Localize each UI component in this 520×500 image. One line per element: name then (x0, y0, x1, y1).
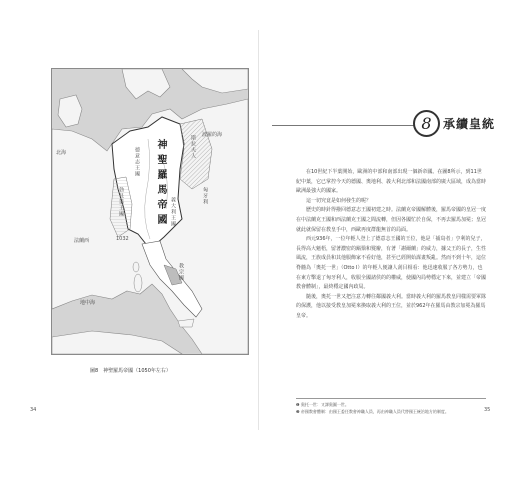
body-text (296, 168, 486, 322)
page-number-right: 35 (484, 407, 491, 413)
map-label-empire: 神聖羅馬帝國 (155, 139, 166, 229)
footnote: ❶ 奧托一世：又譯奧圖一世。 (296, 402, 349, 407)
page-number-left: 34 (30, 407, 37, 413)
paragraph: 歷史的時針得撥回德意志王國初建之時。法蘭克帝國解體後，羅馬帝國的皇冠一度在中法蘭克王國和西法蘭克王國之間流轉，但因各國忙於自保，不再去羅馬加冕；皇冠就此就保留在教皇手中，西歐再度群龍無首的局面。 (296, 207, 487, 233)
chapter-rule (272, 125, 424, 126)
map-label-year: 1032 (116, 236, 129, 242)
footnotes (296, 401, 496, 415)
map-label-baltic-sea: 波羅的海 (202, 132, 223, 138)
map-label-papal-states: 教宗國 (178, 263, 184, 281)
map-label-hungary: 匈牙利 (202, 187, 208, 205)
chapter-title: 承續皇統 (443, 117, 496, 131)
paragraph: 在10世紀下半葉開始，歐洲的中部和南部出現一個新帝國。在圖8所示，到11世紀中葉，它已掌控今天的德國、奧地利、義大利北部和法國南部的廣大區域，成為當時歐洲最強大的國家。 (296, 169, 487, 195)
chapter-number-badge (413, 110, 440, 137)
footnote-rule (296, 398, 486, 399)
map-label-kingdom-italy: 義大利王國 (170, 197, 176, 227)
paragraph: 隨後，奧托一世又把注意力轉往鄰國義大利。當時義大利的羅馬教皇同樣需要軍隊的保護，他以接受教皇加冕來換取義大利的王位，並於962年在羅馬由教宗加冕為羅馬皇帝。 (296, 293, 487, 319)
map-drawing (52, 69, 248, 354)
paragraph: 西元936年，一位年輕人登上了德意志王國的王位，他是「捕鳥者」亨利的兒子，長得高大魁梧，留著濃密的鬍鬚和髮辮，有著「謝爾蘭」的威力，據父王的長子，生性風流，王族成員和其他服飾家不看好他，甚至已經開始謀畫叛亂。然而不到十年，這位脊髓為「奧托一世」（Otto I）的年輕人便讓人刮目相看：他迅速收服了各方勢力，也在東方擊退了匈牙利人，收服全國諸侯的的權威，使國內局勢穩定下來，並建立「帝國教會體制」，最終穩定國內政局。 (296, 236, 487, 291)
map-label-north-sea: 北海 (56, 150, 67, 156)
map-label-slavs: 斯拉夫人 (190, 135, 196, 159)
page-gutter (258, 30, 259, 430)
footnote: ❷ 帝國教會體制：由國王委任教會神職人員，再由神職人員代替國王統治地方的制度。 (296, 409, 449, 414)
map-label-burgundy: 勃艮第王國 (118, 187, 124, 217)
map-label-kingdom-germany: 德意志王國 (134, 147, 140, 177)
map-figure (51, 68, 249, 355)
chapter-number: 8 (421, 114, 432, 133)
paragraph: 這一切究竟是如何發生的呢？ (306, 197, 372, 204)
map-label-france: 法蘭西 (74, 238, 90, 244)
map-caption: 圖8 神聖羅馬帝國（1050年左右） (90, 368, 171, 374)
map-label-mediterranean: 地中海 (80, 300, 96, 306)
